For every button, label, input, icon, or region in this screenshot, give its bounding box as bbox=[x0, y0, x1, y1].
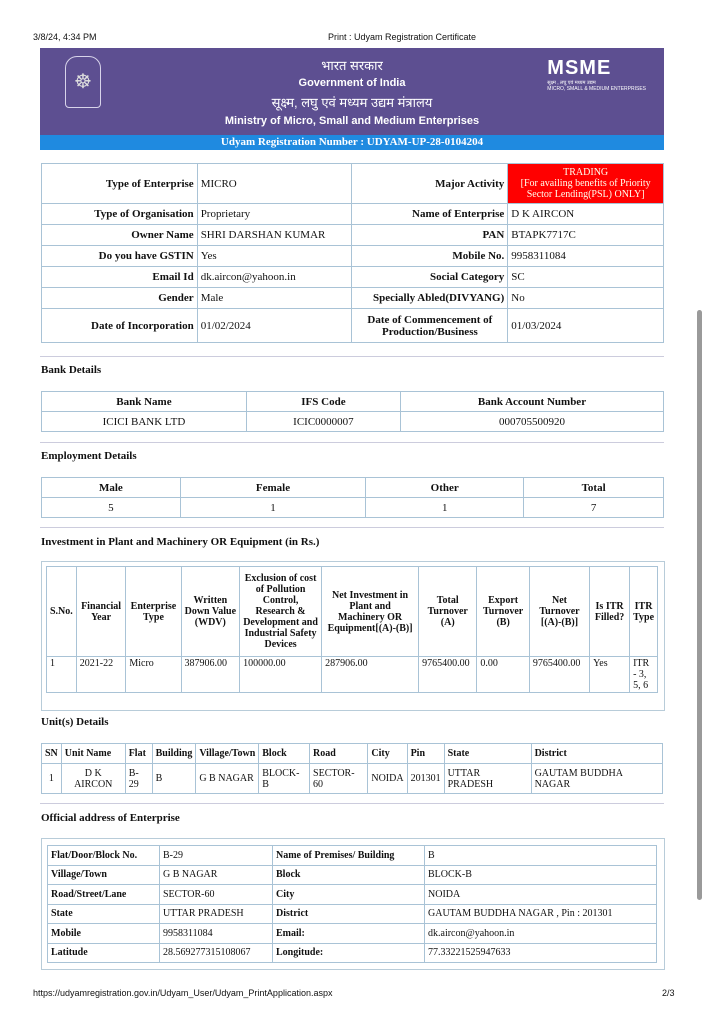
address-value: B bbox=[425, 846, 657, 866]
print-datetime: 3/8/24, 4:34 PM bbox=[33, 32, 97, 42]
national-emblem-icon: ☸ bbox=[65, 56, 101, 108]
address-value: dk.aircon@yahoon.in bbox=[425, 924, 657, 944]
address-value: 9958311084 bbox=[160, 924, 273, 944]
units-table: SN Unit Name Flat Building Village/Town Block Road City Pin State District 1 D K AIRCON B-29 B G B NAGAR BLOCK-B SECTOR-60 NOIDA 201301 UTTAR PRADESH GAUTAM BUDDHA NAGAR bbox=[41, 743, 663, 794]
address-heading: Official address of Enterprise bbox=[41, 812, 180, 824]
address-row bbox=[48, 865, 657, 885]
address-value: UTTAR PRADESH bbox=[160, 904, 273, 924]
address-value: BLOCK-B bbox=[425, 865, 657, 885]
address-row bbox=[48, 846, 657, 866]
address-row bbox=[48, 885, 657, 905]
address-label: State bbox=[48, 904, 160, 924]
address-value: GAUTAM BUDDHA NAGAR , Pin : 201301 bbox=[425, 904, 657, 924]
government-of-india: Government of India bbox=[298, 77, 406, 89]
address-label: Mobile bbox=[48, 924, 160, 944]
employment-table: Male Female Other Total 5 1 1 7 bbox=[41, 477, 664, 518]
address-value: G B NAGAR bbox=[160, 865, 273, 885]
units-heading: Unit(s) Details bbox=[41, 716, 109, 728]
address-value: SECTOR-60 bbox=[160, 885, 273, 905]
address-row bbox=[48, 904, 657, 924]
msme-banner bbox=[40, 48, 664, 135]
scrollbar[interactable] bbox=[697, 310, 702, 900]
msme-logo: MSME सूक्ष्म , लघु एवं मध्यम उद्यम MICRO, SMALL & MEDIUM ENTERPRISES bbox=[547, 57, 646, 92]
address-label: Road/Street/Lane bbox=[48, 885, 160, 905]
hindi-government: भारत सरकार bbox=[321, 58, 383, 73]
bank-table: Bank Name IFS Code Bank Account Number ICICI BANK LTD ICIC0000007 000705500920 bbox=[41, 391, 664, 432]
address-label: Name of Premises/ Building bbox=[273, 846, 425, 866]
investment-table: S.No. Financial Year Enterprise Type Written Down Value (WDV) Exclusion of cost of Pollution Control, Research & Development and Industrial Safety Devices Net Investment in Plant and Machinery OR Equipment[(A)-(B)] Total Turnover (A) Export Turnover (B) Net Turnover [(A)-(B)] Is ITR Filled? ITR Type 1 2021-22 Micro 387906.00 100000.00 287906.00 9765400.00 0.00 9765400.00 Yes ITR - 3, 5, 6 bbox=[46, 566, 658, 693]
address-value: B-29 bbox=[160, 846, 273, 866]
address-label: Email: bbox=[273, 924, 425, 944]
address-label: Latitude bbox=[48, 943, 160, 963]
address-value: 28.569277315108067 bbox=[160, 943, 273, 963]
bank-details-heading: Bank Details bbox=[41, 364, 102, 376]
page-url: https://udyamregistration.gov.in/Udyam_User/Udyam_PrintApplication.aspx bbox=[33, 988, 333, 998]
major-activity-badge: TRADING [For availing benefits of Priority Sector Lending(PSL) ONLY] bbox=[508, 164, 664, 204]
address-row bbox=[48, 943, 657, 963]
page-number: 2/3 bbox=[662, 988, 675, 998]
address-label: Longitude: bbox=[273, 943, 425, 963]
address-table bbox=[47, 845, 657, 963]
address-value: 77.33221525947633 bbox=[425, 943, 657, 963]
address-value: NOIDA bbox=[425, 885, 657, 905]
address-label: Flat/Door/Block No. bbox=[48, 846, 160, 866]
address-label: Block bbox=[273, 865, 425, 885]
employment-heading: Employment Details bbox=[41, 450, 137, 462]
investment-heading: Investment in Plant and Machinery OR Equipment (in Rs.) bbox=[41, 536, 320, 548]
address-label: District bbox=[273, 904, 425, 924]
registration-number: Udyam Registration Number : UDYAM-UP-28-0104204 bbox=[40, 135, 664, 150]
ministry-name: Ministry of Micro, Small and Medium Enterprises bbox=[224, 115, 480, 127]
print-title: Print : Udyam Registration Certificate bbox=[328, 32, 477, 42]
address-label: City bbox=[273, 885, 425, 905]
address-label: Village/Town bbox=[48, 865, 160, 885]
hindi-ministry: सूक्ष्म, लघु एवं मध्यम उद्यम मंत्रालय bbox=[271, 95, 433, 110]
enterprise-details-table: Type of Enterprise MICRO Major Activity TRADING [For availing benefits of Priority Sector Lending(PSL) ONLY] Type of Organisation Proprietary Name of Enterprise D K AIRCON Owner Name SHRI DARSHAN KUMAR PAN BTAPK7717C Do you have GSTIN Yes Mobile No. 9958311084 Email Id dk.aircon@yahoon.in Social Category SC Gender Male Specially Abled(DIVYANG) No Date of Incorporation 01/02/2024 Date of Commencement of Production/Business 01/03/2024 bbox=[41, 163, 664, 343]
address-row bbox=[48, 924, 657, 944]
